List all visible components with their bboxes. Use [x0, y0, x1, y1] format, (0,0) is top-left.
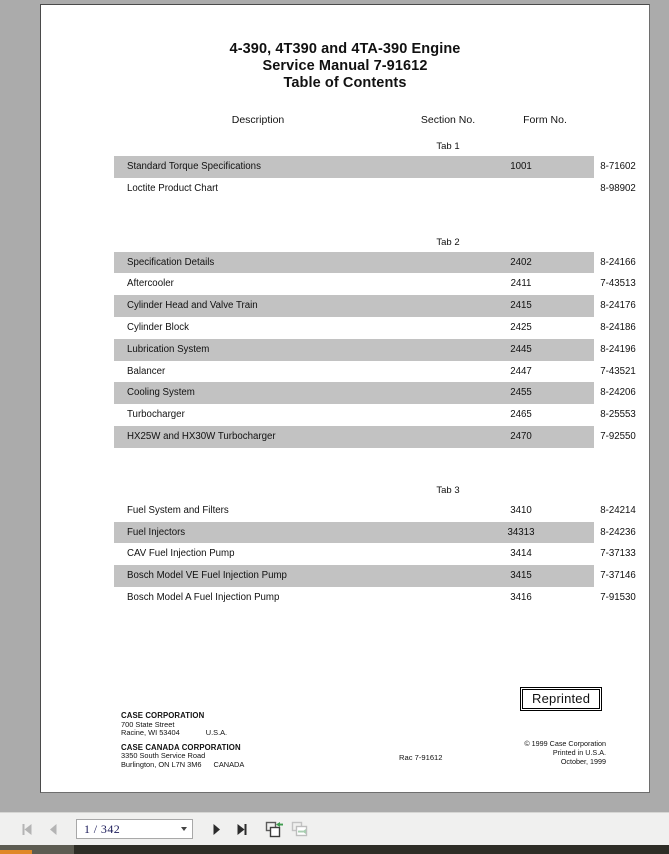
footer-copyright-block: [496, 740, 606, 766]
reprinted-stamp-label: Reprinted: [522, 689, 600, 709]
row-section-no: 2415: [510, 300, 532, 312]
row-description: Lubrication System: [127, 343, 210, 355]
row-section-no: 2402: [510, 256, 532, 268]
row-section-no: 2470: [510, 430, 532, 442]
title-line-1: 4-390, 4T390 and 4TA-390 Engine: [229, 41, 461, 57]
table-row[interactable]: [114, 317, 636, 339]
row-description: CAV Fuel Injection Pump: [127, 548, 235, 560]
restore-view-icon: [291, 821, 310, 838]
row-description: Cooling System: [127, 387, 195, 399]
printed-in-line: Printed in U.S.A.: [552, 747, 606, 757]
table-row[interactable]: [114, 543, 636, 565]
reprinted-stamp: [520, 687, 602, 711]
footer-rac-number: Rac 7-91612: [399, 753, 443, 762]
company-name-1: CASE CORPORATION: [121, 711, 205, 720]
page-number-combobox[interactable]: [76, 819, 193, 839]
column-header-section-no: Section No.: [420, 114, 476, 126]
last-page-icon: [235, 823, 250, 836]
row-form-no: 7-37146: [600, 570, 636, 582]
tab-label-text: Tab 3: [436, 484, 460, 496]
row-description: Fuel Injectors: [127, 526, 186, 538]
tab-label-text: Tab 1: [436, 141, 460, 152]
row-description: Cylinder Head and Valve Train: [127, 300, 258, 312]
tab-group-label-3: [41, 485, 649, 500]
row-section-no: 2445: [510, 343, 532, 355]
table-row[interactable]: [114, 295, 636, 317]
restore-view-button[interactable]: [287, 816, 313, 842]
row-form-no: 7-92550: [600, 430, 636, 442]
column-header-form-no: Form No.: [523, 114, 567, 126]
chevron-down-icon[interactable]: [181, 827, 187, 831]
column-header-description: Description: [231, 114, 285, 126]
print-date-line: October, 1999: [560, 756, 606, 766]
page-navigation-toolbar: [0, 812, 669, 845]
company-country-2: CANADA: [213, 759, 245, 769]
row-description: Turbocharger: [127, 409, 185, 421]
last-page-button[interactable]: [229, 816, 255, 842]
page-title: [41, 41, 649, 92]
table-row[interactable]: [114, 178, 636, 200]
next-page-button[interactable]: [203, 816, 229, 842]
tab-group-label-1: [41, 141, 649, 156]
copyright-line: © 1999 Case Corporation: [524, 739, 606, 748]
row-form-no: 8-24196: [600, 343, 636, 355]
desktop-taskbar-strip: [0, 845, 669, 854]
row-section-no: 3410: [510, 504, 532, 516]
section-spacer: [41, 200, 649, 226]
table-row[interactable]: [114, 522, 636, 544]
tab-label-text: Tab 2: [436, 236, 460, 248]
row-form-no: 7-43513: [600, 278, 636, 290]
row-form-no: 8-24186: [600, 321, 636, 333]
row-description: Balancer: [127, 365, 166, 377]
row-description: Loctite Product Chart: [127, 182, 219, 194]
company-street-2: 3350 South Service Road: [121, 751, 206, 761]
table-row[interactable]: [114, 273, 636, 295]
row-form-no: 8-24214: [600, 504, 636, 516]
section-spacer: [41, 448, 649, 474]
table-row[interactable]: [114, 361, 636, 383]
table-row[interactable]: [114, 252, 636, 274]
row-section-no: 2447: [510, 365, 532, 377]
row-form-no: 7-43521: [600, 365, 636, 377]
row-section-no: 2425: [510, 321, 532, 333]
row-section-no: 3416: [510, 591, 532, 603]
table-row[interactable]: [114, 587, 636, 609]
first-page-icon: [20, 823, 35, 836]
footer-company-addresses: [121, 712, 244, 770]
company-city-1: Racine, WI 53404: [121, 728, 180, 738]
fit-page-button[interactable]: [261, 816, 287, 842]
row-form-no: 8-71602: [600, 161, 636, 172]
table-row[interactable]: [114, 156, 636, 178]
table-row[interactable]: [114, 339, 636, 361]
toc-rows-tab-3: [114, 500, 636, 609]
table-row[interactable]: [114, 426, 636, 448]
row-description: Bosch Model VE Fuel Injection Pump: [127, 570, 287, 582]
row-description: HX25W and HX30W Turbocharger: [127, 430, 276, 442]
toc-column-headers: [41, 114, 649, 130]
row-form-no: 8-98902: [600, 182, 636, 194]
row-form-no: 8-24206: [600, 387, 636, 399]
previous-page-button[interactable]: [40, 816, 66, 842]
row-section-no: 2455: [510, 387, 532, 399]
row-description: Standard Torque Specifications: [127, 161, 261, 172]
row-description: Specification Details: [127, 256, 215, 268]
company-city-line-1: [121, 729, 244, 738]
fit-page-icon: [265, 821, 284, 838]
title-line-3: Table of Contents: [283, 75, 407, 91]
row-section-no: 1001: [510, 161, 532, 172]
company-country-1: U.S.A.: [205, 728, 228, 738]
table-of-contents: [41, 114, 649, 609]
document-page: [40, 4, 650, 793]
toc-rows-tab-1: [114, 156, 636, 200]
table-row[interactable]: [114, 500, 636, 522]
company-name-2: CASE CANADA CORPORATION: [121, 742, 241, 752]
company-city-line-2: [121, 761, 244, 770]
taskbar-accent: [0, 850, 32, 854]
row-description: Cylinder Block: [127, 321, 189, 333]
reprinted-stamp-outer-border: [520, 687, 602, 711]
row-description: Fuel System and Filters: [127, 504, 229, 516]
row-section-no: 3414: [510, 548, 532, 560]
toc-rows-tab-2: [114, 252, 636, 448]
page-number-value: 1 / 342: [84, 821, 121, 836]
title-line-2: Service Manual 7-91612: [262, 58, 428, 74]
company-block-2: [121, 744, 244, 770]
table-row[interactable]: [114, 565, 636, 587]
row-form-no: 7-91530: [600, 591, 636, 603]
row-description: Bosch Model A Fuel Injection Pump: [127, 591, 280, 603]
company-city-2: Burlington, ON L7N 3M6: [121, 759, 202, 769]
row-section-no: 3415: [510, 570, 532, 582]
row-section-no: 2465: [510, 409, 532, 421]
row-section-no: 2411: [510, 278, 532, 290]
row-description: Aftercooler: [127, 278, 174, 290]
tab-group-label-2: [41, 237, 649, 252]
first-page-button[interactable]: [14, 816, 40, 842]
row-form-no: 8-24166: [600, 256, 636, 268]
row-form-no: 8-24176: [600, 300, 636, 312]
table-row[interactable]: [114, 382, 636, 404]
row-form-no: 7-37133: [600, 548, 636, 560]
row-form-no: 8-24236: [600, 526, 636, 538]
company-street-1: 700 State Street: [121, 719, 175, 729]
row-form-no: 8-25553: [600, 409, 636, 421]
table-row[interactable]: [114, 404, 636, 426]
chevron-right-icon: [210, 823, 223, 836]
row-section-no: 34313: [507, 526, 535, 538]
chevron-left-icon: [47, 823, 60, 836]
